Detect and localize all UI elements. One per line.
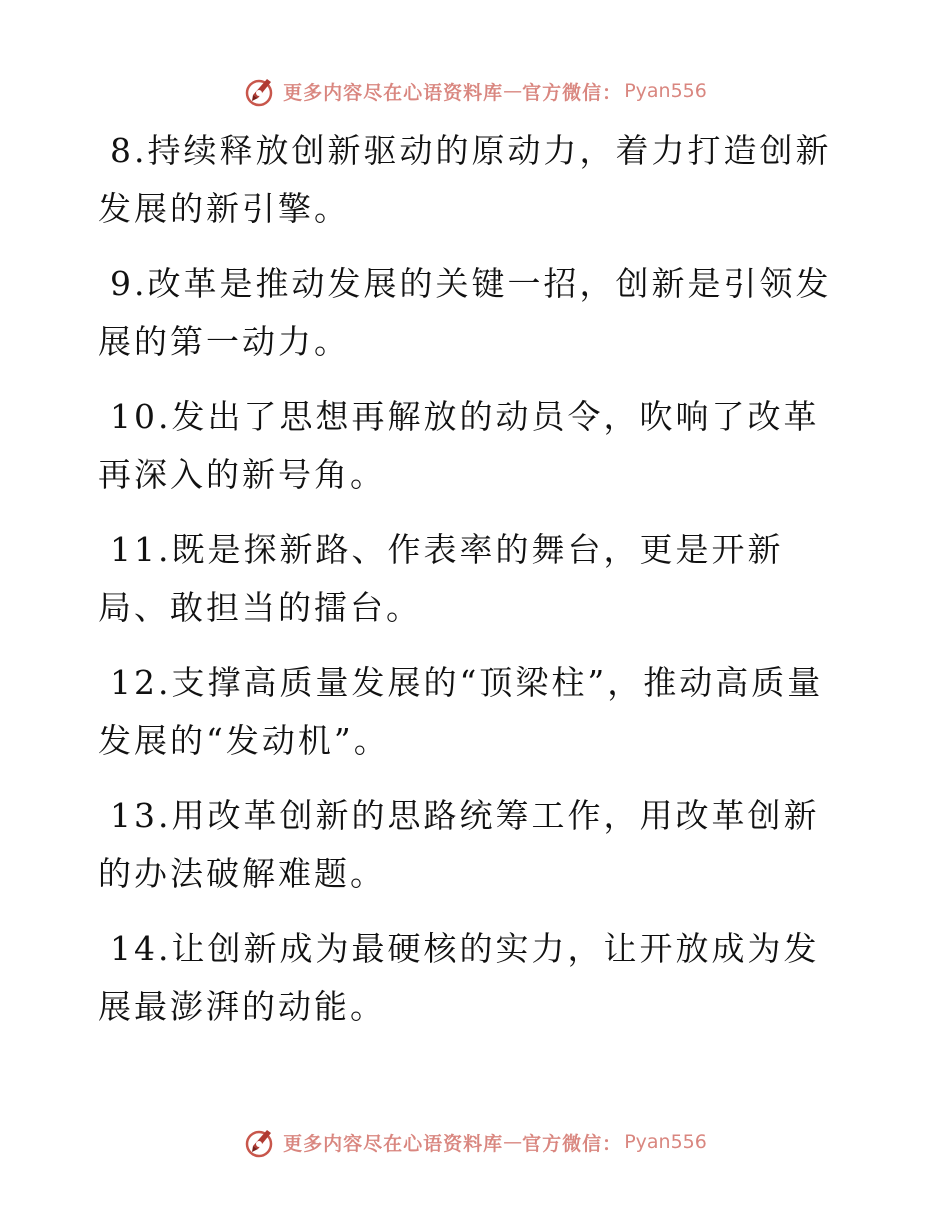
watermark-wechat-id: Pyan556: [624, 80, 707, 102]
list-item: [98, 388, 848, 504]
item-text: 让创新成为最硬核的实力，让开放成为发展最澎湃的动能。: [98, 929, 820, 1026]
watermark-label: 官方微信：: [522, 1132, 623, 1155]
item-number: 11.: [110, 530, 172, 569]
item-number: 13.: [110, 796, 172, 835]
watermark-label: 官方微信：: [522, 81, 623, 104]
watermark-text: 更多内容尽在心语资料库: [283, 81, 504, 104]
item-text: 发出了思想再解放的动员令，吹响了改革再深入的新号角。: [98, 397, 820, 494]
item-text: 支撑高质量发展的“顶梁柱”，推动高质量发展的“发动机”。: [98, 663, 824, 760]
item-number: 12.: [110, 663, 172, 702]
list-item: [98, 654, 848, 770]
item-text: 既是探新路、作表率的舞台，更是开新局、敢担当的擂台。: [98, 530, 784, 627]
item-text: 持续释放创新驱动的原动力，着力打造创新发展的新引擎。: [98, 131, 832, 228]
item-text: 改革是推动发展的关键一招，创新是引领发展的第一动力。: [98, 264, 832, 361]
list-item: [98, 122, 848, 238]
header-watermark: [0, 71, 950, 111]
footer-watermark: [0, 1122, 950, 1162]
document-body: [98, 122, 848, 1053]
item-number: 9.: [110, 264, 148, 303]
list-item: [98, 255, 848, 371]
item-number: 8.: [110, 131, 148, 170]
list-item: [98, 920, 848, 1036]
watermark-separator: —: [503, 1131, 523, 1153]
item-number: 10.: [110, 397, 172, 436]
watermark-separator: —: [503, 80, 523, 102]
list-item: [98, 787, 848, 903]
item-number: 14.: [110, 929, 172, 968]
watermark-text: 更多内容尽在心语资料库: [283, 1132, 504, 1155]
pen-logo-icon: [243, 1124, 279, 1160]
watermark-wechat-id: Pyan556: [624, 1131, 707, 1153]
pen-logo-icon: [243, 73, 279, 109]
list-item: [98, 521, 848, 637]
item-text: 用改革创新的思路统筹工作，用改革创新的办法破解难题。: [98, 796, 820, 893]
